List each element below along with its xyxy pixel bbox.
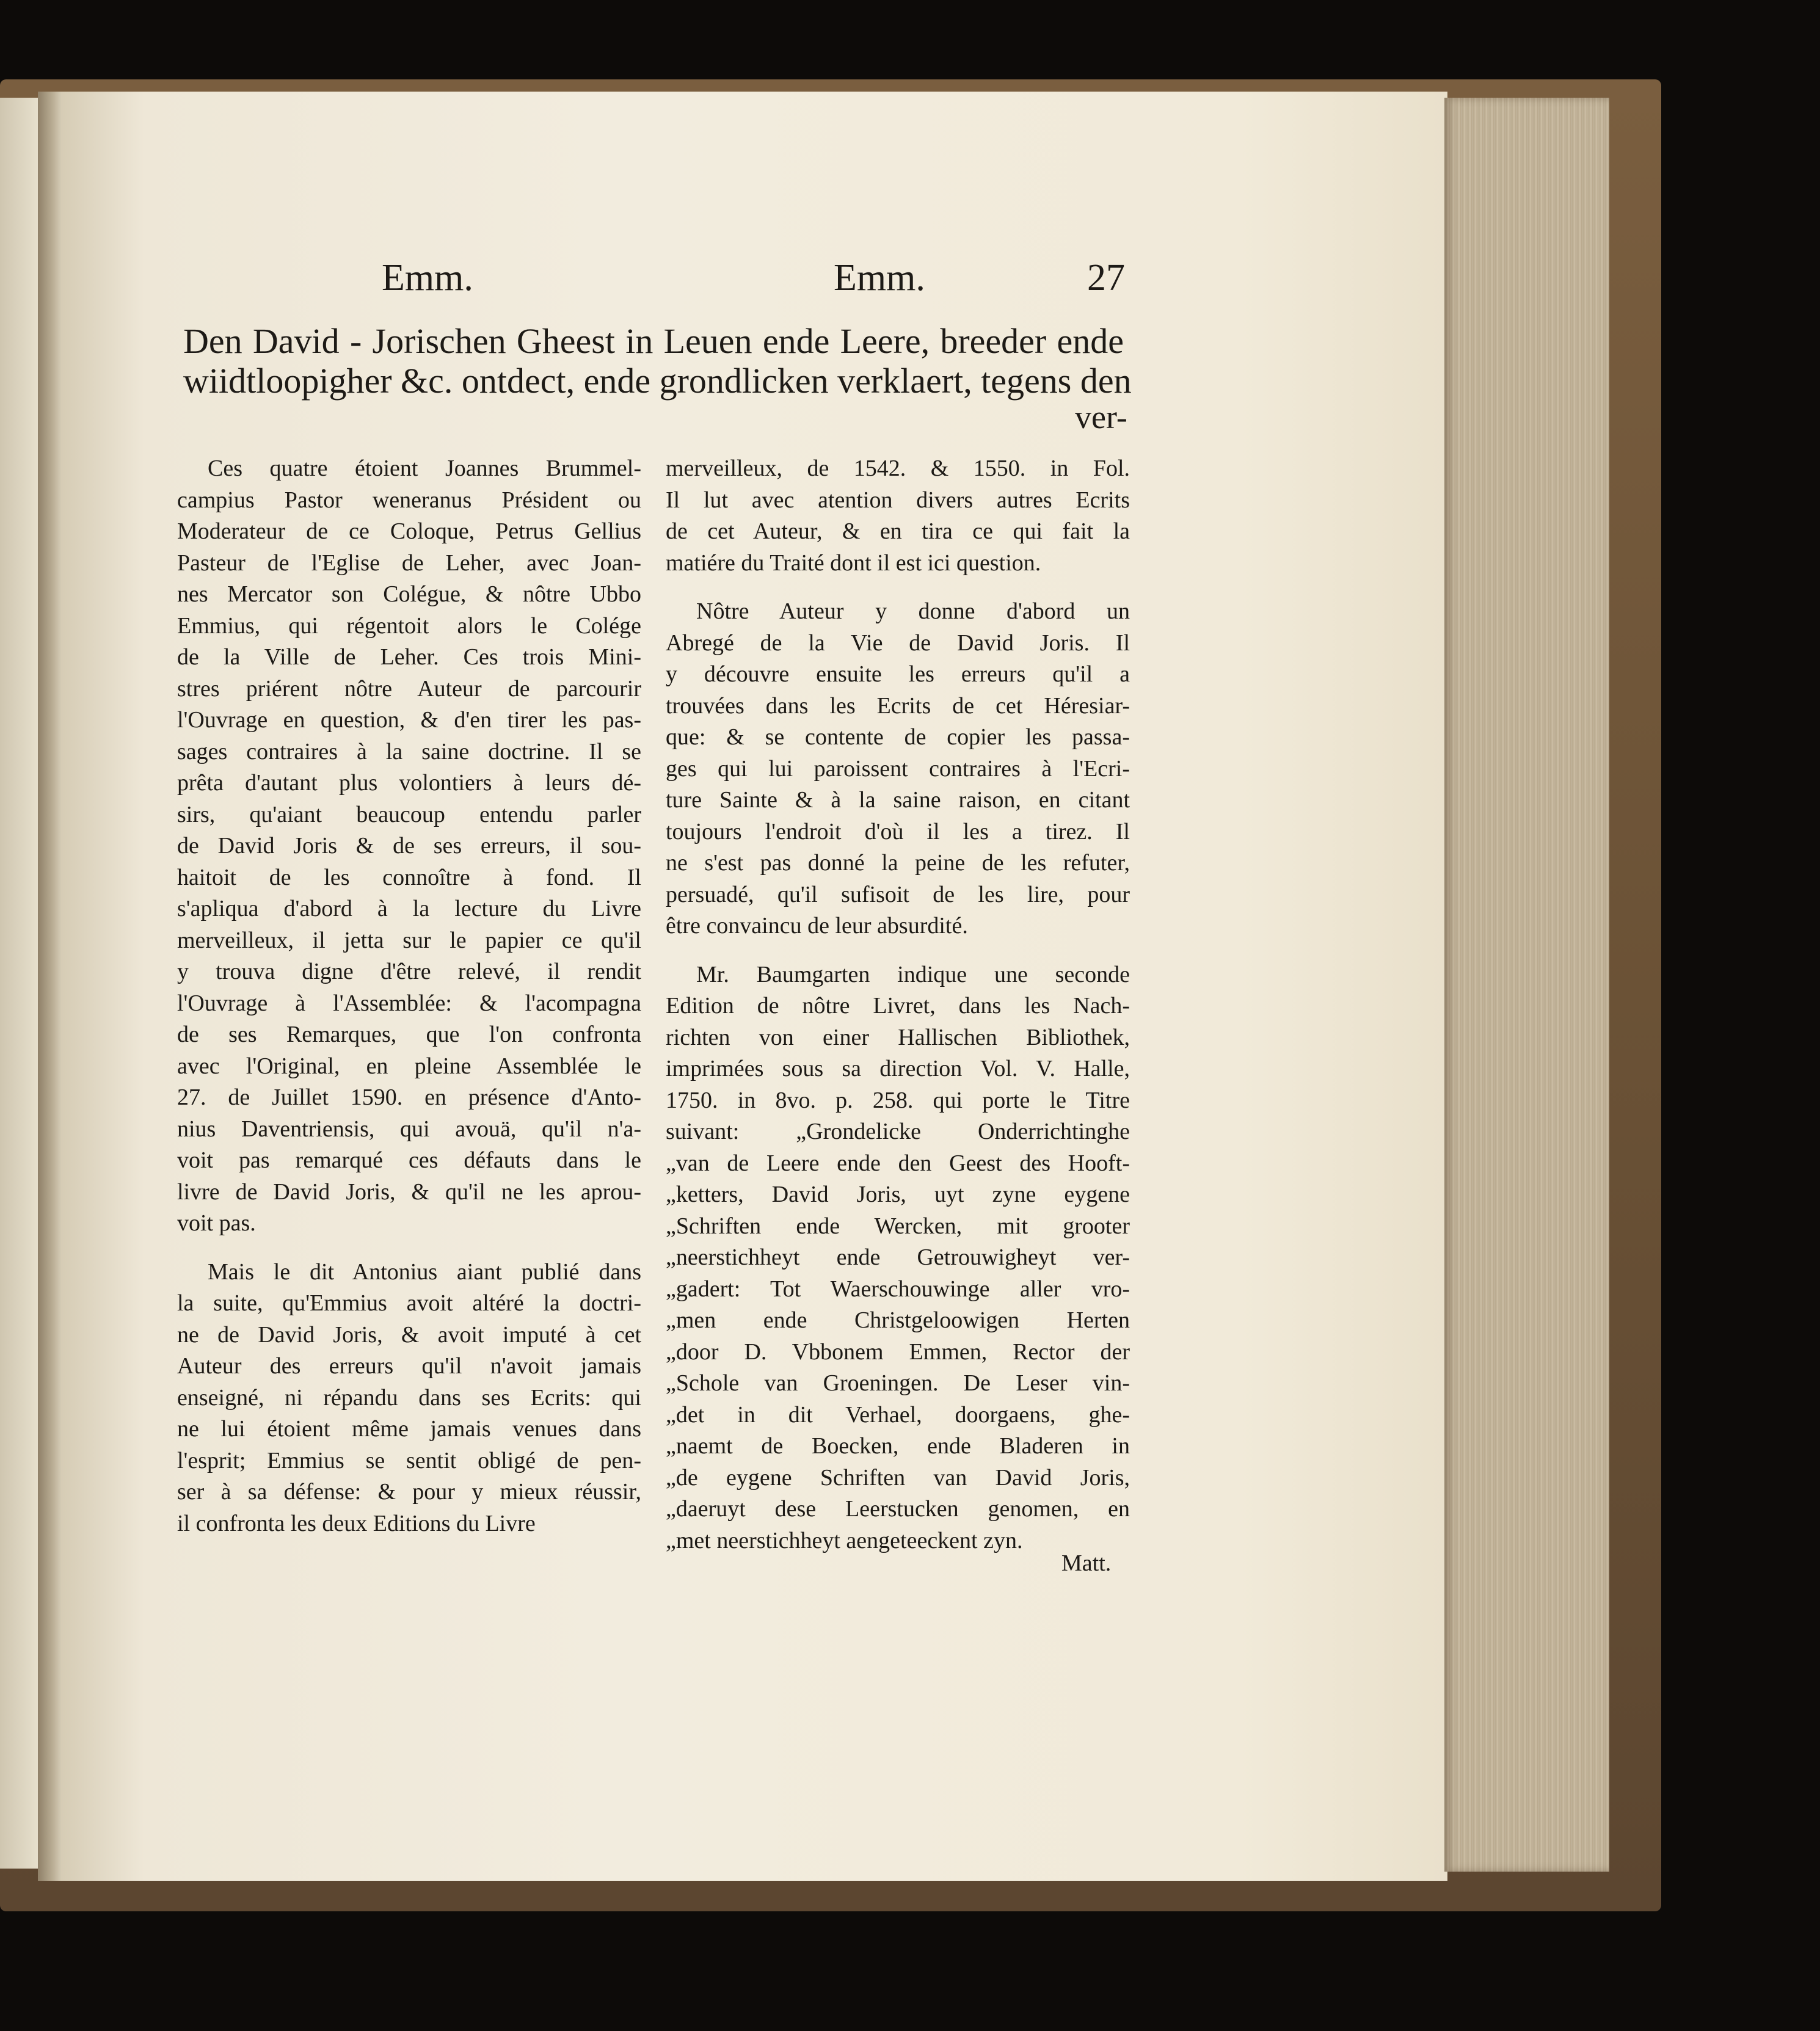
text-line: être convaincu de leur absurdité. bbox=[666, 913, 968, 939]
text-line: de la Ville de Leher. Ces trois Mini- bbox=[177, 644, 641, 670]
text-line: „van de Leere ende den Geest des Hooft- bbox=[666, 1150, 1130, 1176]
text-line: Auteur des erreurs qu'il n'avoit jamais bbox=[177, 1353, 641, 1379]
text-line: Il lut avec atention divers autres Ecrits bbox=[666, 487, 1130, 513]
text-line: imprimées sous sa direction Vol. V. Halle, bbox=[666, 1056, 1130, 1081]
text-line: Emmius, qui régentoit alors le Colége bbox=[177, 612, 641, 639]
text-line: „men ende Christgeloowigen Herten bbox=[666, 1307, 1130, 1333]
text-line: „met neerstichheyt aengeteeckent zyn. bbox=[666, 1527, 1023, 1553]
text-line: nius Daventriensis, qui avouä, qu'il n'a- bbox=[177, 1116, 641, 1142]
text-line: y découvre ensuite les erreurs qu'il a bbox=[666, 661, 1130, 687]
paragraph-gap bbox=[666, 942, 1130, 959]
text-line: 27. de Juillet 1590. en présence d'Anto- bbox=[177, 1085, 641, 1110]
text-line: toujours l'endroit d'où il les a tirez. Il bbox=[666, 818, 1130, 845]
text-line: ne de David Joris, & avoit imputé à cet bbox=[177, 1321, 641, 1348]
text-line: Mais le dit Antonius aiant publié dans bbox=[208, 1259, 641, 1285]
text-line: merveilleux, de 1542. & 1550. in Fol. bbox=[666, 456, 1130, 481]
left-column bbox=[177, 453, 641, 1539]
title-line-3: ver- bbox=[1075, 399, 1127, 435]
text-line: Ces quatre étoient Joannes Brummel- bbox=[208, 456, 641, 481]
catchword: Matt. bbox=[1061, 1550, 1112, 1576]
running-head-left: Emm. bbox=[382, 257, 473, 299]
text-line: Nôtre Auteur y donne d'abord un bbox=[696, 598, 1130, 624]
text-line: nes Mercator son Colégue, & nôtre Ubbo bbox=[177, 581, 641, 607]
text-line: Pasteur de l'Eglise de Leher, avec Joan- bbox=[177, 550, 641, 576]
text-line: ne s'est pas donné la peine de les refuter, bbox=[666, 850, 1130, 876]
text-line: „door D. Vbbonem Emmen, Rector der bbox=[666, 1339, 1130, 1365]
text-line: ges qui lui paroissent contraires à l'Ecri- bbox=[666, 755, 1130, 782]
book-gutter bbox=[38, 92, 62, 1881]
title-line-1: Den David - Jorischen Gheest in Leuen ende Leere, breeder ende bbox=[183, 321, 1124, 361]
text-line: 1750. in 8vo. p. 258. qui porte le Titre bbox=[666, 1087, 1130, 1113]
right-column bbox=[666, 453, 1130, 1557]
text-line: de David Joris & de ses erreurs, il sou- bbox=[177, 833, 641, 859]
text-line: stres priérent nôtre Auteur de parcourir bbox=[177, 675, 641, 702]
text-line: ne lui étoient même jamais venues dans bbox=[177, 1416, 641, 1442]
text-line: ture Sainte & à la saine raison, en citant bbox=[666, 787, 1130, 813]
text-line: Mr. Baumgarten indique une seconde bbox=[696, 961, 1130, 987]
text-line: y trouva digne d'être relevé, il rendit bbox=[177, 959, 641, 984]
text-line: „ketters, David Joris, uyt zyne eygene bbox=[666, 1182, 1130, 1207]
text-line: s'apliqua d'abord à la lecture du Livre bbox=[177, 896, 641, 921]
text-line: „gadert: Tot Waerschouwinge aller vro- bbox=[666, 1276, 1130, 1302]
text-line: „neerstichheyt ende Getrouwigheyt ver- bbox=[666, 1244, 1130, 1270]
text-line: ser à sa défense: & pour y mieux réussir, bbox=[177, 1479, 641, 1505]
text-line: Moderateur de ce Coloque, Petrus Gellius bbox=[177, 518, 641, 544]
text-line: sages contraires à la saine doctrine. Il se bbox=[177, 738, 641, 765]
text-line: que: & se contente de copier les passa- bbox=[666, 724, 1130, 750]
paragraph-gap bbox=[666, 579, 1130, 596]
text-line: „det in dit Verhael, doorgaens, ghe- bbox=[666, 1401, 1130, 1428]
text-line: enseigné, ni répandu dans ses Ecrits: qui bbox=[177, 1384, 641, 1411]
page-number: 27 bbox=[1087, 257, 1125, 299]
text-line: richten von einer Hallischen Bibliothek, bbox=[666, 1024, 1130, 1050]
text-line: persuadé, qu'il sufisoit de les lire, pour bbox=[666, 881, 1130, 907]
text-line: „naemt de Boecken, ende Bladeren in bbox=[666, 1433, 1130, 1459]
text-line: Edition de nôtre Livret, dans les Nach- bbox=[666, 993, 1130, 1019]
text-line: Abregé de la Vie de David Joris. Il bbox=[666, 630, 1130, 656]
text-line: trouvées dans les Ecrits de cet Héresiar- bbox=[666, 692, 1130, 719]
text-line: „daeruyt dese Leerstucken genomen, en bbox=[666, 1496, 1130, 1522]
text-line: de ses Remarques, que l'on confronta bbox=[177, 1022, 641, 1047]
text-line: voit pas. bbox=[177, 1210, 256, 1236]
running-head-center: Emm. bbox=[834, 257, 925, 299]
text-line: il confronta les deux Editions du Livre bbox=[177, 1510, 536, 1536]
text-line: livre de David Joris, & qu'il ne les aprou- bbox=[177, 1179, 641, 1205]
text-line: matiére du Traité dont il est ici question. bbox=[666, 550, 1041, 576]
text-line: avec l'Original, en pleine Assemblée le bbox=[177, 1053, 641, 1079]
text-line: „Schole van Groeningen. De Leser vin- bbox=[666, 1370, 1130, 1396]
page-fore-edge bbox=[1444, 98, 1609, 1872]
text-line: de cet Auteur, & en tira ce qui fait la bbox=[666, 518, 1130, 544]
text-line: „Schriften ende Wercken, mit grooter bbox=[666, 1213, 1130, 1239]
text-line: merveilleux, il jetta sur le papier ce qu'il bbox=[177, 927, 641, 953]
text-line: haitoit de les connoître à fond. Il bbox=[177, 864, 641, 890]
text-line: „de eygene Schriften van David Joris, bbox=[666, 1464, 1130, 1491]
text-line: voit pas remarqué ces défauts dans le bbox=[177, 1147, 641, 1173]
text-line: prêta d'autant plus volontiers à leurs dé- bbox=[177, 770, 641, 796]
paragraph-gap bbox=[177, 1240, 641, 1257]
text-line: suivant: „Grondelicke Onderrichtinghe bbox=[666, 1119, 1130, 1144]
title-line-2: wiidtloopigher &c. ontdect, ende grondlicken verklaert, tegens den bbox=[183, 361, 1132, 401]
facing-page-edge bbox=[0, 98, 38, 1869]
text-line: l'esprit; Emmius se sentit obligé de pen- bbox=[177, 1447, 641, 1473]
text-line: la suite, qu'Emmius avoit altéré la doctri- bbox=[177, 1290, 641, 1316]
text-line: sirs, qu'aiant beaucoup entendu parler bbox=[177, 801, 641, 827]
text-line: l'Ouvrage à l'Assemblée: & l'acompagna bbox=[177, 990, 641, 1016]
text-line: l'Ouvrage en question, & d'en tirer les pas- bbox=[177, 707, 641, 733]
text-line: campius Pastor weneranus Président ou bbox=[177, 487, 641, 513]
